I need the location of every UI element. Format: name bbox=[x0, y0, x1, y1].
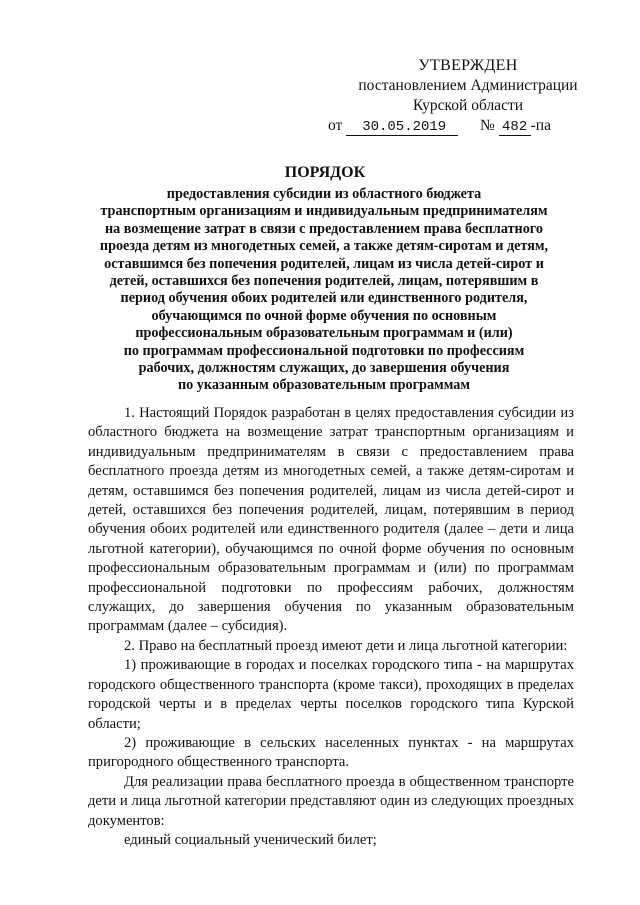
approval-number: 482 bbox=[499, 119, 531, 136]
subtitle-line: по указанным образовательным программам bbox=[177, 377, 471, 394]
paragraph-1: 1. Настоящий Порядок разработан в целях предоставления субсидии из областного бюджета на возмещение затрат транспортным организациям и индивидуальным предпринимателям в связи с предоставлением права бесплатного проезда детям из многодетных семей, а также детям-сиротам и детям, оставшимся без попечения родителей, лицам из числа детей-сирот и детей, оставшихся без попечения родителей, лицам, потерявшим в период обучения обоих родителей или единственного родителя (далее – дети и лица льготной категории), обучающимся по очной форме обучения по основным профессиональным образовательным программам и (или) по программам профессиональной подготовки по профессиям рабочих, должностям служащих, до завершения обучения по указанным образовательным программам (далее – субсидия). bbox=[88, 405, 574, 635]
subtitle-line: профессиональным образовательным программам и (или) bbox=[135, 325, 513, 342]
paragraph-student-ticket: единый социальный ученический билет; bbox=[124, 831, 377, 848]
approval-line-2: Курской области bbox=[412, 97, 524, 114]
approval-date-line bbox=[328, 116, 598, 136]
subtitle-line: проезда детям из многодетных семей, а также детям-сиротам и детям, bbox=[99, 238, 549, 255]
approval-date: 30.05.2019 bbox=[346, 119, 458, 136]
subtitle-line: оставшимся без попечения родителей, лицам из числа детей-сирот и bbox=[104, 255, 544, 272]
paragraph-2: 2. Право на бесплатный проезд имеют дети и лица льготной категории: bbox=[124, 637, 568, 654]
subtitle-line: транспортным организациям и индивидуальным предпринимателям bbox=[100, 203, 548, 220]
paragraph-travel-documents: Для реализации права бесплатного проезда в общественном транспорте дети и лица льготной категории представляют один из следующих проездных документов: bbox=[88, 773, 574, 829]
subtitle-line: по программам профессиональной подготовки по профессиям bbox=[123, 342, 525, 359]
document-title: ПОРЯДОК bbox=[284, 164, 366, 181]
number-label: № bbox=[479, 117, 495, 134]
approval-title: УТВЕРЖДЕН bbox=[418, 57, 518, 74]
document-body bbox=[88, 404, 574, 850]
paragraph-2-item-1: 1) проживающие в городах и поселках городского типа - на маршрутах городского общественного транспорта (кроме такси), проходящих в пределах городской черты и в пределах черты поселков городского типа Курской области; bbox=[88, 657, 574, 732]
subtitle-line: детей, оставшихся без попечения родителей, лицам, потерявшим в bbox=[109, 273, 539, 290]
date-prefix: от bbox=[328, 117, 343, 134]
subtitle-line: период обучения обоих родителей или единственного родителя, bbox=[120, 290, 528, 307]
document-subtitle bbox=[88, 186, 560, 395]
subtitle-line: рабочих, должностям служащих, до завершения обучения bbox=[138, 360, 510, 377]
approval-line-1: постановлением Администрации bbox=[358, 77, 578, 94]
subtitle-line: предоставления субсидии из областного бюджета bbox=[166, 186, 482, 202]
paragraph-2-item-2: 2) проживающие в сельских населенных пунктах - на маршрутах пригородного общественного транспорта. bbox=[88, 734, 574, 771]
number-suffix: -па bbox=[530, 117, 551, 134]
approval-stamp bbox=[328, 56, 608, 135]
subtitle-line: обучающимся по очной форме обучения по основным bbox=[151, 307, 497, 324]
subtitle-line: на возмещение затрат в связи с предоставлением права бесплатного bbox=[104, 220, 543, 237]
